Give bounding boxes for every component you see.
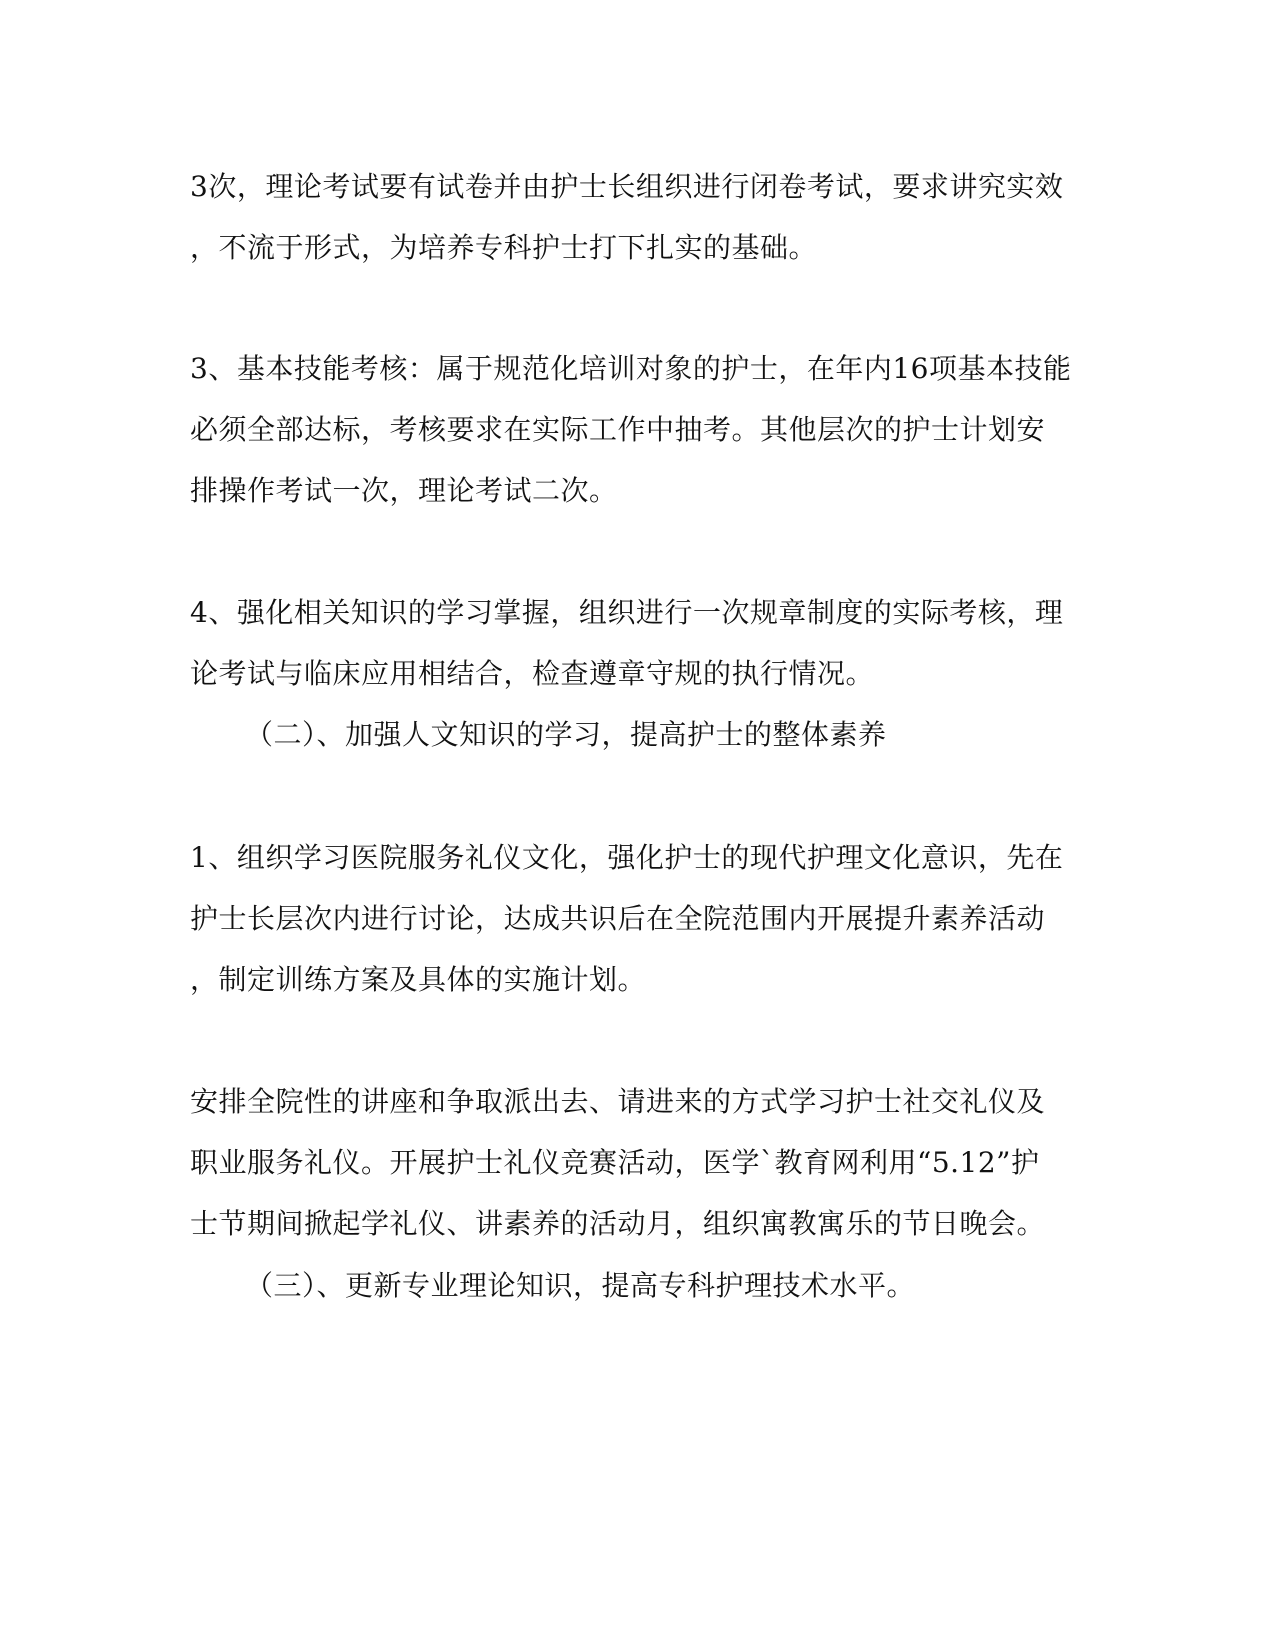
section-heading: （三）、更新专业理论知识，提高专科护理技术水平。 xyxy=(245,1269,916,1302)
section-heading: （二）、加强人文知识的学习，提高护士的整体素养 xyxy=(245,718,887,751)
text-line: 4、强化相关知识的学习掌握，组织进行一次规章制度的实际考核，理 xyxy=(190,596,1064,629)
text-line: 论考试与临床应用相结合，检查遵章守规的执行情况。 xyxy=(190,657,875,690)
text-line: 护士长层次内进行讨论，达成共识后在全院范围内开展提升素养活动 xyxy=(190,902,1046,935)
text-line: 3次，理论考试要有试卷并由护士长组织进行闭卷考试，要求讲究实效 xyxy=(190,170,1064,203)
text-line: 职业服务礼仪。开展护士礼仪竞赛活动，医学`教育网利用“5.12”护 xyxy=(190,1146,1040,1179)
text-line: 3、基本技能考核：属于规范化培训对象的护士，在年内16项基本技能 xyxy=(190,352,1072,385)
text-line: ，制定训练方案及具体的实施计划。 xyxy=(190,963,647,996)
text-line: ，不流于形式，为培养专科护士打下扎实的基础。 xyxy=(190,231,818,264)
text-line: 排操作考试一次，理论考试二次。 xyxy=(190,474,618,507)
text-line: 安排全院性的讲座和争取派出去、请进来的方式学习护士社交礼仪及 xyxy=(190,1085,1046,1118)
text-line: 必须全部达标，考核要求在实际工作中抽考。其他层次的护士计划安 xyxy=(190,413,1046,446)
text-line: 士节期间掀起学礼仪、讲素养的活动月，组织寓教寓乐的节日晚会。 xyxy=(190,1207,1046,1240)
text-line: 1、组织学习医院服务礼仪文化，强化护士的现代护理文化意识，先在 xyxy=(190,841,1064,874)
